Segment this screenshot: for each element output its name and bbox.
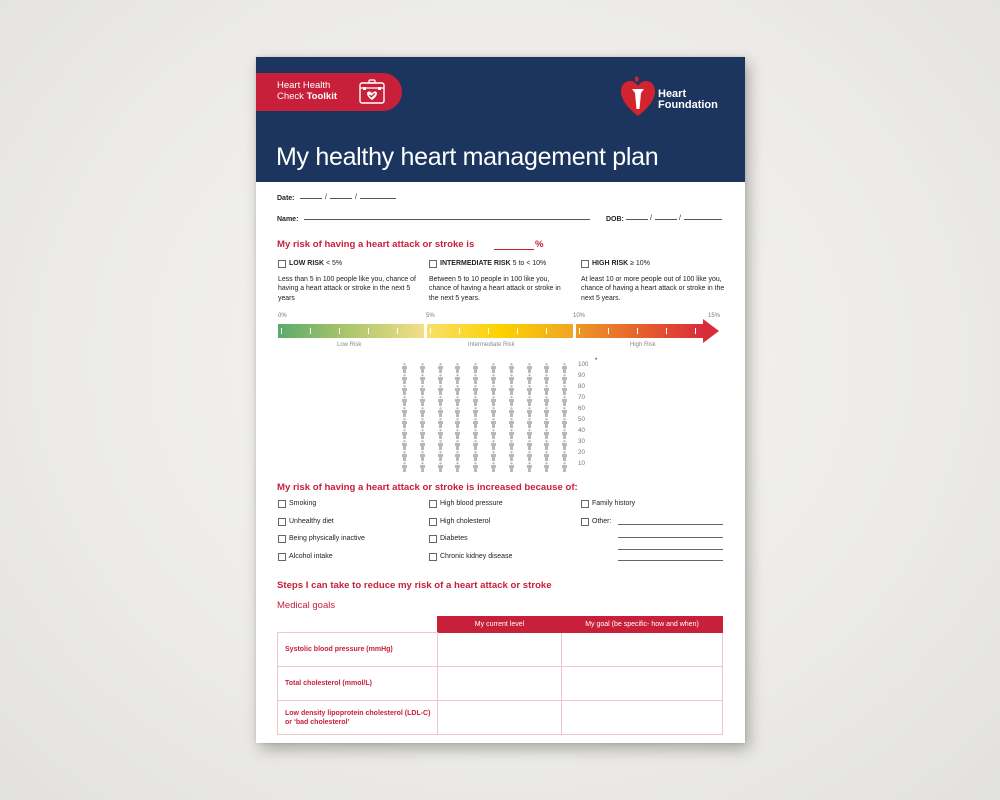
tick	[579, 328, 580, 334]
table-header-current-level: My current level	[438, 617, 562, 633]
person-icon	[543, 415, 550, 425]
toolbox-heart-icon	[358, 79, 386, 105]
person-icon	[526, 437, 533, 447]
intermediate-risk-label	[440, 260, 546, 267]
person-icon	[454, 448, 461, 458]
person-icon	[508, 437, 515, 447]
family-history-label: Family history	[592, 500, 636, 507]
scale-arrowhead-icon	[703, 319, 719, 343]
name-field[interactable]	[304, 219, 590, 220]
person-icon	[490, 415, 497, 425]
scale-segment-high	[576, 324, 704, 338]
diabetes-checkbox[interactable]	[429, 535, 437, 543]
alcohol-intake-checkbox[interactable]	[278, 553, 286, 561]
person-icon	[472, 459, 479, 469]
person-icon	[401, 404, 408, 414]
person-icon	[526, 426, 533, 436]
person-icon	[543, 360, 550, 370]
person-icon	[401, 393, 408, 403]
row-count-label: 20	[578, 449, 585, 456]
person-icon	[526, 371, 533, 381]
person-icon	[490, 459, 497, 469]
dob-month-field[interactable]	[655, 219, 677, 220]
person-icon	[437, 459, 444, 469]
person-icon	[508, 448, 515, 458]
person-icon	[543, 437, 550, 447]
date-slash-1: /	[325, 194, 327, 201]
person-icon	[490, 393, 497, 403]
zone-label-low: Low Risk	[337, 342, 362, 348]
medical-goals-heading: Medical goals	[277, 600, 336, 611]
person-icon	[419, 371, 426, 381]
person-icon	[472, 448, 479, 458]
low-risk-description: Less than 5 in 100 people like you, chance of having a heart attack or stroke in the next 5 years	[278, 276, 416, 302]
row-label-systolic: Systolic blood pressure (mmHg)	[278, 633, 438, 667]
medical-goals-table	[277, 616, 723, 735]
tick	[339, 328, 340, 334]
person-icon	[419, 360, 426, 370]
row-count-label: 80	[578, 383, 585, 390]
total-cholesterol-goal-cell[interactable]	[562, 667, 723, 701]
row-count-label: 90	[578, 372, 585, 379]
date-slash-2: /	[355, 194, 357, 201]
tick	[488, 328, 489, 334]
toolkit-label	[277, 80, 337, 102]
person-icon	[526, 382, 533, 392]
person-icon	[508, 360, 515, 370]
high-blood-pressure-checkbox[interactable]	[429, 500, 437, 508]
person-icon	[561, 448, 568, 458]
row-count-label: 60	[578, 405, 585, 412]
risk-heading	[277, 239, 474, 250]
person-icon	[561, 459, 568, 469]
person-icon	[454, 437, 461, 447]
physically-inactive-checkbox[interactable]	[278, 535, 286, 543]
other-checkbox[interactable]	[581, 518, 589, 526]
table-header-row	[278, 617, 723, 633]
person-icon	[437, 360, 444, 370]
person-icon	[437, 404, 444, 414]
person-icon	[490, 360, 497, 370]
toolkit-line2	[277, 91, 337, 102]
person-icon	[526, 459, 533, 469]
row-label-total-cholesterol: Total cholesterol (mmol/L)	[278, 667, 438, 701]
person-icon	[454, 382, 461, 392]
person-icon	[490, 371, 497, 381]
toolkit-line2-prefix: Check	[277, 91, 307, 102]
person-icon	[472, 415, 479, 425]
person-icon	[543, 459, 550, 469]
tick	[281, 328, 282, 334]
heart-foundation-logo	[621, 75, 731, 117]
other-field-line-1[interactable]	[618, 524, 723, 525]
risk-percent-field[interactable]	[494, 249, 534, 250]
page-title: My healthy heart management plan	[276, 143, 659, 171]
table-row	[278, 633, 723, 667]
other-field-line-4[interactable]	[618, 560, 723, 561]
person-icon	[543, 448, 550, 458]
high-risk-label-range: ≥ 10%	[628, 260, 650, 267]
person-icon	[401, 437, 408, 447]
person-icon	[543, 371, 550, 381]
person-icon	[526, 404, 533, 414]
ldl-goal-cell[interactable]	[562, 701, 723, 735]
person-icon	[561, 415, 568, 425]
person-icon	[543, 393, 550, 403]
person-icon	[419, 448, 426, 458]
row-count-label: 50	[578, 416, 585, 423]
person-icon	[526, 415, 533, 425]
person-icon	[543, 382, 550, 392]
tick	[666, 328, 667, 334]
person-icon	[526, 393, 533, 403]
person-icon	[401, 459, 408, 469]
person-icon	[543, 404, 550, 414]
person-icon	[454, 426, 461, 436]
tick	[430, 328, 431, 334]
logo-line2: Foundation	[658, 99, 718, 111]
intermediate-risk-label-bold: INTERMEDIATE RISK	[440, 260, 511, 267]
high-cholesterol-label: High cholesterol	[440, 518, 491, 525]
person-icon	[454, 360, 461, 370]
risk-heading-text: My risk of having a heart attack or stroke is	[277, 239, 475, 250]
grid-asterisk: *	[595, 357, 598, 364]
other-field-line-2[interactable]	[618, 537, 723, 538]
person-icon	[419, 393, 426, 403]
person-icon	[508, 404, 515, 414]
person-icon	[508, 382, 515, 392]
person-icon	[454, 404, 461, 414]
person-icon	[419, 415, 426, 425]
intermediate-risk-label-range: 5 to < 10%	[510, 260, 547, 267]
total-cholesterol-current-cell[interactable]	[438, 667, 562, 701]
low-risk-checkbox[interactable]	[278, 260, 286, 268]
person-icon	[401, 382, 408, 392]
tick	[310, 328, 311, 334]
intermediate-risk-checkbox[interactable]	[429, 260, 437, 268]
high-risk-label-bold: HIGH RISK	[592, 260, 629, 267]
date-year-field[interactable]	[360, 198, 396, 199]
row-label-ldl: Low density lipoprotein cholesterol (LDL-C) or ‘bad cholesterol’	[278, 701, 438, 735]
tick	[368, 328, 369, 334]
person-icon	[490, 437, 497, 447]
person-icon	[454, 459, 461, 469]
risk-percent-sign: %	[535, 239, 544, 250]
person-icon	[472, 371, 479, 381]
tick	[608, 328, 609, 334]
toolkit-badge	[256, 73, 402, 111]
person-icon	[490, 448, 497, 458]
ldl-current-cell[interactable]	[438, 701, 562, 735]
person-icon	[543, 426, 550, 436]
person-icon	[561, 393, 568, 403]
person-icon	[454, 371, 461, 381]
tick	[459, 328, 460, 334]
person-icon	[561, 371, 568, 381]
person-icon	[490, 426, 497, 436]
person-icon	[561, 360, 568, 370]
row-count-label: 100	[578, 361, 589, 368]
person-icon	[561, 382, 568, 392]
person-icon	[508, 415, 515, 425]
toolkit-line2-bold: Toolkit	[306, 91, 338, 102]
person-icon	[401, 415, 408, 425]
high-blood-pressure-label: High blood pressure	[440, 500, 503, 507]
steps-heading: Steps I can take to reduce my risk of a heart attack or stroke	[277, 580, 552, 591]
table-header-goal: My goal (be specific- how and when)	[562, 617, 723, 633]
high-risk-checkbox[interactable]	[581, 260, 589, 268]
tick	[637, 328, 638, 334]
person-icon	[561, 426, 568, 436]
dob-year-field[interactable]	[684, 219, 722, 220]
logo-line1: Heart	[658, 88, 687, 100]
person-icon	[437, 415, 444, 425]
zone-label-intermediate: Intermediate Risk	[468, 342, 515, 348]
table-row	[278, 701, 723, 735]
other-field-line-3[interactable]	[618, 549, 723, 550]
systolic-current-cell[interactable]	[438, 633, 562, 667]
person-icon	[472, 360, 479, 370]
person-icon	[401, 360, 408, 370]
diabetes-label: Diabetes	[440, 535, 468, 542]
family-history-checkbox[interactable]	[581, 500, 589, 508]
person-icon	[490, 404, 497, 414]
person-icon	[508, 426, 515, 436]
zone-label-high: High Risk	[630, 342, 656, 348]
person-icon	[419, 404, 426, 414]
chronic-kidney-disease-checkbox[interactable]	[429, 553, 437, 561]
name-label: Name:	[277, 216, 299, 223]
low-risk-label-bold: LOW RISK	[289, 260, 324, 267]
scale-tick-5: 5%	[426, 313, 435, 319]
person-icon	[490, 382, 497, 392]
person-icon	[401, 448, 408, 458]
person-icon	[526, 360, 533, 370]
date-label: Date:	[277, 195, 295, 202]
smoking-checkbox[interactable]	[278, 500, 286, 508]
tick	[517, 328, 518, 334]
high-cholesterol-checkbox[interactable]	[429, 518, 437, 526]
table-row	[278, 667, 723, 701]
person-icon	[437, 448, 444, 458]
person-icon	[472, 382, 479, 392]
tick	[546, 328, 547, 334]
date-month-field[interactable]	[330, 198, 352, 199]
person-icon	[419, 382, 426, 392]
other-label: Other:	[592, 518, 612, 525]
low-risk-label-range: < 5%	[324, 260, 343, 267]
person-icon	[508, 393, 515, 403]
tick	[695, 328, 696, 334]
alcohol-intake-label: Alcohol intake	[289, 553, 333, 560]
heart-foundation-wordmark	[658, 89, 718, 111]
risk-factors-heading: My risk of having a heart attack or stroke is increased because of:	[277, 482, 578, 493]
heart-torch-icon	[621, 75, 655, 117]
person-icon	[401, 371, 408, 381]
dob-label: DOB:	[606, 216, 624, 223]
person-icon	[437, 426, 444, 436]
person-icon	[454, 393, 461, 403]
dob-slash-1: /	[650, 215, 652, 222]
tick	[397, 328, 398, 334]
person-icon	[561, 404, 568, 414]
scale-segment-intermediate	[427, 324, 573, 338]
person-icon	[508, 459, 515, 469]
table-header-empty	[278, 617, 438, 633]
dob-slash-2: /	[679, 215, 681, 222]
dob-day-field[interactable]	[626, 219, 648, 220]
physically-inactive-label: Being physically inactive	[289, 535, 365, 542]
person-icon	[454, 415, 461, 425]
low-risk-label	[289, 260, 342, 267]
row-count-label: 40	[578, 427, 585, 434]
smoking-label: Smoking	[289, 500, 317, 507]
person-icon	[437, 437, 444, 447]
person-icon	[437, 371, 444, 381]
toolkit-line1: Heart Health	[277, 80, 331, 91]
scale-tick-10: 10%	[573, 313, 586, 319]
person-icon	[419, 437, 426, 447]
unhealthy-diet-checkbox[interactable]	[278, 518, 286, 526]
systolic-goal-cell[interactable]	[562, 633, 723, 667]
person-icon	[472, 393, 479, 403]
person-icon	[437, 393, 444, 403]
row-count-label: 10	[578, 460, 585, 467]
date-day-field[interactable]	[300, 198, 322, 199]
person-icon	[419, 426, 426, 436]
document-page	[256, 57, 745, 743]
scale-tick-0: 0%	[278, 313, 287, 319]
person-icon	[437, 382, 444, 392]
person-icon	[561, 437, 568, 447]
row-count-label: 30	[578, 438, 585, 445]
person-icon	[419, 459, 426, 469]
person-icon	[472, 437, 479, 447]
row-count-label: 70	[578, 394, 585, 401]
high-risk-label	[592, 260, 650, 267]
scale-segment-low	[278, 324, 424, 338]
scale-tick-15: 15%	[708, 313, 721, 319]
header-banner	[256, 57, 745, 182]
person-icon	[472, 426, 479, 436]
person-icon	[508, 371, 515, 381]
unhealthy-diet-label: Unhealthy diet	[289, 518, 334, 525]
person-icon	[526, 448, 533, 458]
chronic-kidney-disease-label: Chronic kidney disease	[440, 553, 513, 560]
intermediate-risk-description: Between 5 to 10 people in 100 like you, chance of having a heart attack or stroke in the next 5 years.	[429, 276, 561, 302]
person-icon	[401, 426, 408, 436]
high-risk-description: At least 10 or more people out of 100 like you, chance of having a heart attack or stroke in the next 5 years.	[581, 276, 725, 302]
person-icon	[472, 404, 479, 414]
